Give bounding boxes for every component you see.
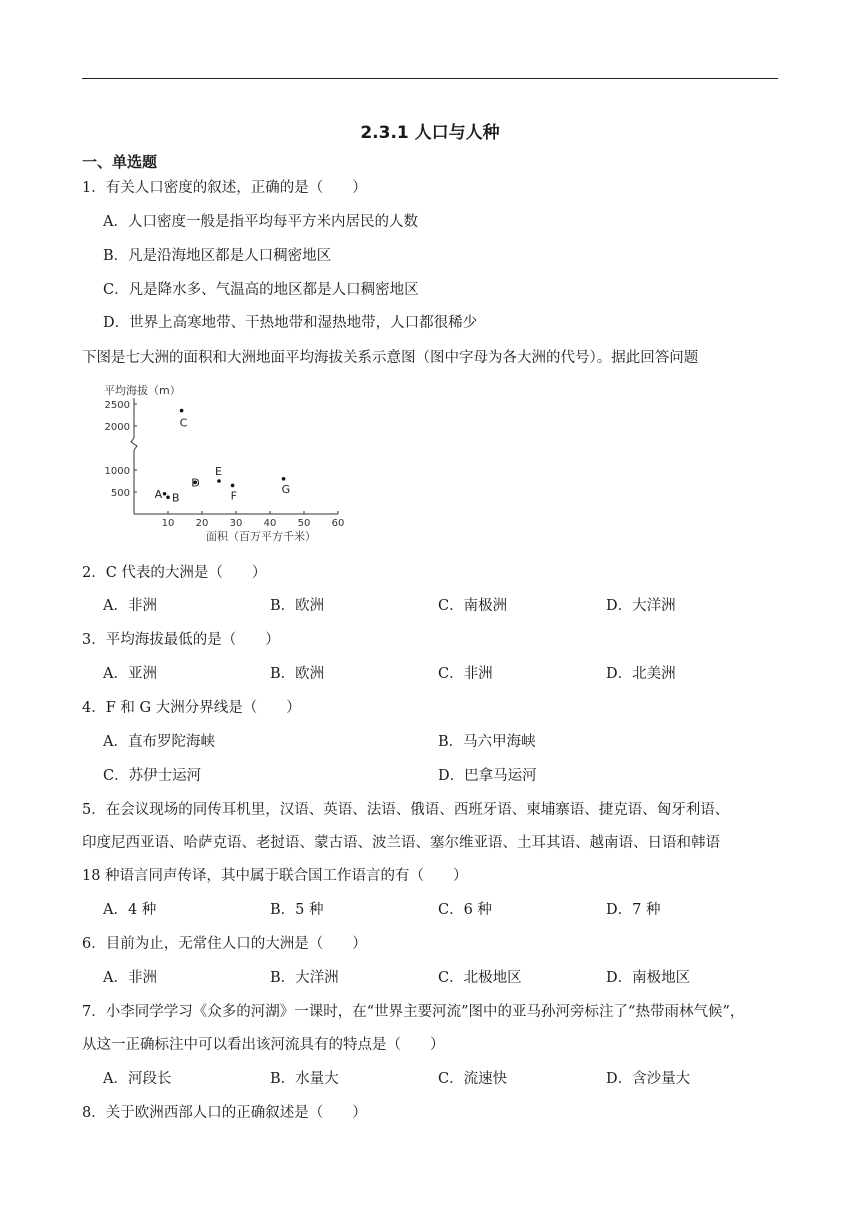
point-label-c: C [179,416,188,430]
point-a [163,492,167,496]
point-b [166,495,170,499]
question-7-option-d: D．含沙量大 [606,1071,691,1087]
question-6-option-a: A．非洲 [103,970,157,986]
question-4-option-a: A．直布罗陀海峡 [103,734,215,750]
x-tick-label: 30 [229,518,243,529]
question-1-stem: 1．有关人口密度的叙述，正确的是（ ） [82,180,367,196]
page-title: 2.3.1 人口与人种 [360,123,500,143]
point-label-f: F [230,489,237,503]
point-label-g: G [281,482,291,496]
continent-scatter-chart [98,380,346,546]
point-label-a: A [154,487,163,501]
question-2-option-d: D．大洋洲 [606,598,676,614]
question-3-option-b: B．欧洲 [270,666,325,682]
question-6-option-b: B．大洋洲 [270,970,339,986]
y-tick-label: 2500 [104,400,130,411]
question-2-stem: 2．C 代表的大洲是（ ） [82,565,267,581]
point-c [180,409,184,413]
question-6-stem: 6．目前为止，无常住人口的大洲是（ ） [82,936,367,952]
question-7-stem-line-2: 从这一正确标注中可以看出该河流具有的特点是（ ） [82,1037,445,1053]
axis-break [131,438,137,450]
y-tick-label: 2000 [104,422,130,433]
point-label-d: D [191,476,200,490]
point-g [282,477,286,481]
question-6-option-d: D．南极地区 [606,970,691,986]
question-2-option-a: A．非洲 [103,598,157,614]
question-2-option-b: B．欧洲 [270,598,325,614]
x-tick-label: 60 [331,518,345,529]
question-1-option-a: A．人口密度一般是指平均每平方米内居民的人数 [103,214,418,230]
question-3-option-d: D．北美洲 [606,666,676,682]
question-3-option-a: A．亚洲 [103,666,157,682]
question-3-option-c: C．非洲 [438,666,493,682]
question-4-stem: 4．F 和 G 大洲分界线是（ ） [82,700,301,716]
question-7-option-a: A．河段长 [103,1071,172,1087]
chart-ylabel: 平均海拔（m） [104,384,181,397]
question-4-option-d: D．巴拿马运河 [438,768,537,784]
figure-intro: 下图是七大洲的面积和大洲地面平均海拔关系示意图（图中字母为各大洲的代号）。据此回答问题 [82,350,699,366]
x-tick-label: 20 [195,518,209,529]
chart-xlabel: 面积（百万平方千米） [206,530,316,543]
question-6-option-c: C．北极地区 [438,970,522,986]
header-rule [82,78,778,79]
question-5-stem-line-3: 18 种语言同声传译，其中属于联合国工作语言的有（ ） [82,868,468,884]
x-tick-label: 40 [263,518,277,529]
y-tick-label: 1000 [104,466,130,477]
question-5-option-c: C．6 种 [438,902,492,918]
y-tick-label: 500 [110,488,130,499]
question-5-option-d: D．7 种 [606,902,661,918]
question-4-option-b: B．马六甲海峡 [438,734,536,750]
question-5-stem-line-1: 5．在会议现场的同传耳机里，汉语、英语、法语、俄语、西班牙语、柬埔寨语、捷克语、匈牙利语、 [82,802,730,818]
question-1-option-b: B．凡是沿海地区都是人口稠密地区 [103,248,332,264]
section-heading: 一、单选题 [82,153,158,171]
question-5-option-b: B．5 种 [270,902,324,918]
question-8-stem: 8．关于欧洲西部人口的正确叙述是（ ） [82,1105,367,1121]
x-tick-label: 10 [161,518,175,529]
point-label-b: B [172,491,180,505]
question-7-option-b: B．水量大 [270,1071,339,1087]
question-7-stem-line-1: 7．小李同学学习《众多的河湖》一课时，在“世界主要河流”图中的亚马孙河旁标注了“热带雨林气候”， [82,1004,745,1020]
point-label-e: E [215,465,222,478]
question-4-option-c: C．苏伊士运河 [103,768,202,784]
question-1-option-d: D．世界上高寒地带、干热地带和湿热地带，人口都很稀少 [103,315,478,331]
question-7-option-c: C．流速快 [438,1071,508,1087]
question-1-option-c: C．凡是降水多、气温高的地区都是人口稠密地区 [103,282,419,298]
question-5-option-a: A．4 种 [103,902,157,918]
question-5-stem-line-2: 印度尼西亚语、哈萨克语、老挝语、蒙古语、波兰语、塞尔维亚语、土耳其语、越南语、日语和韩语 [82,835,720,851]
x-tick-label: 50 [297,518,311,529]
question-2-option-c: C．南极洲 [438,598,508,614]
question-3-stem: 3．平均海拔最低的是（ ） [82,632,280,648]
point-f [231,484,235,488]
point-e [217,479,221,483]
